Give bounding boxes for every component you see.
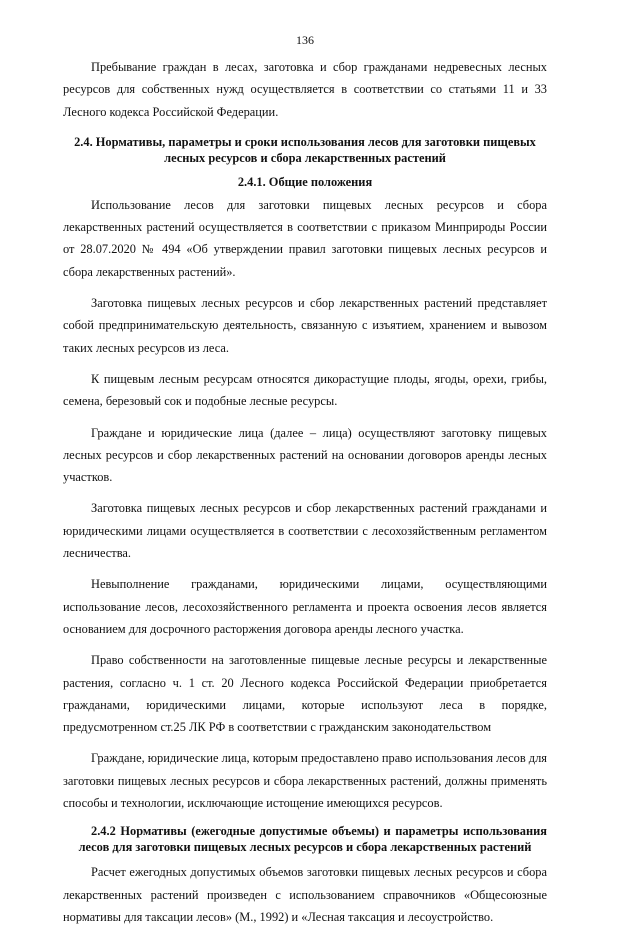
body-paragraph: Заготовка пищевых лесных ресурсов и сбор лекарственных растений гражданами и юридическими лицами осуществляется в соответствии с лесохозяйственным регламентом лесничества. xyxy=(63,501,547,561)
page-content xyxy=(63,56,547,937)
intro-paragraph: Пребывание граждан в лесах, заготовка и сбор гражданами недревесных лесных ресурсов для собственных нужд осуществляется в соответствии со статьями 11 и 33 Лесного кодекса Российской Федерации. xyxy=(63,60,547,119)
document-page xyxy=(63,0,547,924)
body-paragraph: Право собственности на заготовленные пищевые лесные ресурсы и лекарственные растения, согласно ч. 1 ст. 20 Лесного кодекса Российской Федерации приобретается гражданами, юридическими лицами, которые используют леса в порядке, предусмотренном ст.25 ЛК РФ в соответствии с гражданским законодательством xyxy=(63,653,547,735)
body-paragraph: Заготовка пищевых лесных ресурсов и сбор лекарственных растений представляет собой предпринимательскую деятельность, связанную с изъятием, хранением и вывозом таких лесных ресурсов из леса. xyxy=(63,296,547,355)
page-number: 136 xyxy=(296,33,314,47)
body-paragraph: Использование лесов для заготовки пищевых лесных ресурсов и сбора лекарственных растений осуществляется в соответствии с приказом Минприроды России от 28.07.2020 № 494 «Об утверждении правил заготовки пищевых лесных ресурсов и сбора лекарственных растений». xyxy=(63,197,547,279)
body-paragraph: Граждане, юридические лица, которым предоставлено право использования лесов для заготовки пищевых лесных ресурсов и сбора лекарственных растений, должны применять способы и технологии, исключающие истощение имеющихся ресурсов. xyxy=(63,751,547,811)
body-paragraph: Граждане и юридические лица (далее – лица) осуществляют заготовку пищевых лесных ресурсов и сбор лекарственных растений на основании договоров аренды лесных участков. xyxy=(63,425,547,485)
section-heading: 2.4. Нормативы, параметры и сроки использования лесов для заготовки пищевых лесных ресурсов и сбора лекарственных растений xyxy=(74,134,536,165)
body-paragraph: Невыполнение гражданами, юридическими лицами, осуществляющими использование лесов, лесохозяйственного регламента и проекта освоения лесов является основанием для досрочного расторжения договора аренды лесного участка. xyxy=(63,577,547,636)
body-paragraph: Расчет ежегодных допустимых объемов заготовки пищевых лесных ресурсов и сбора лекарственных растений произведен с использованием справочников «Общесоюзные нормативы для таксации лесов» (М., 1992) и «Лесная таксация и лесоустройство. xyxy=(63,865,547,924)
body-paragraph: К пищевым лесным ресурсам относятся дикорастущие плоды, ягоды, орехи, грибы, семена, березовый сок и подобные лесные ресурсы. xyxy=(63,371,547,409)
subsection-heading-norms: 2.4.2 Нормативы (ежегодные допустимые объемы) и параметры использования лесов для заготовки пищевых лесных ресурсов и сбора лекарственных растений xyxy=(78,824,547,855)
subsection-heading-general: 2.4.1. Общие положения xyxy=(237,174,373,189)
